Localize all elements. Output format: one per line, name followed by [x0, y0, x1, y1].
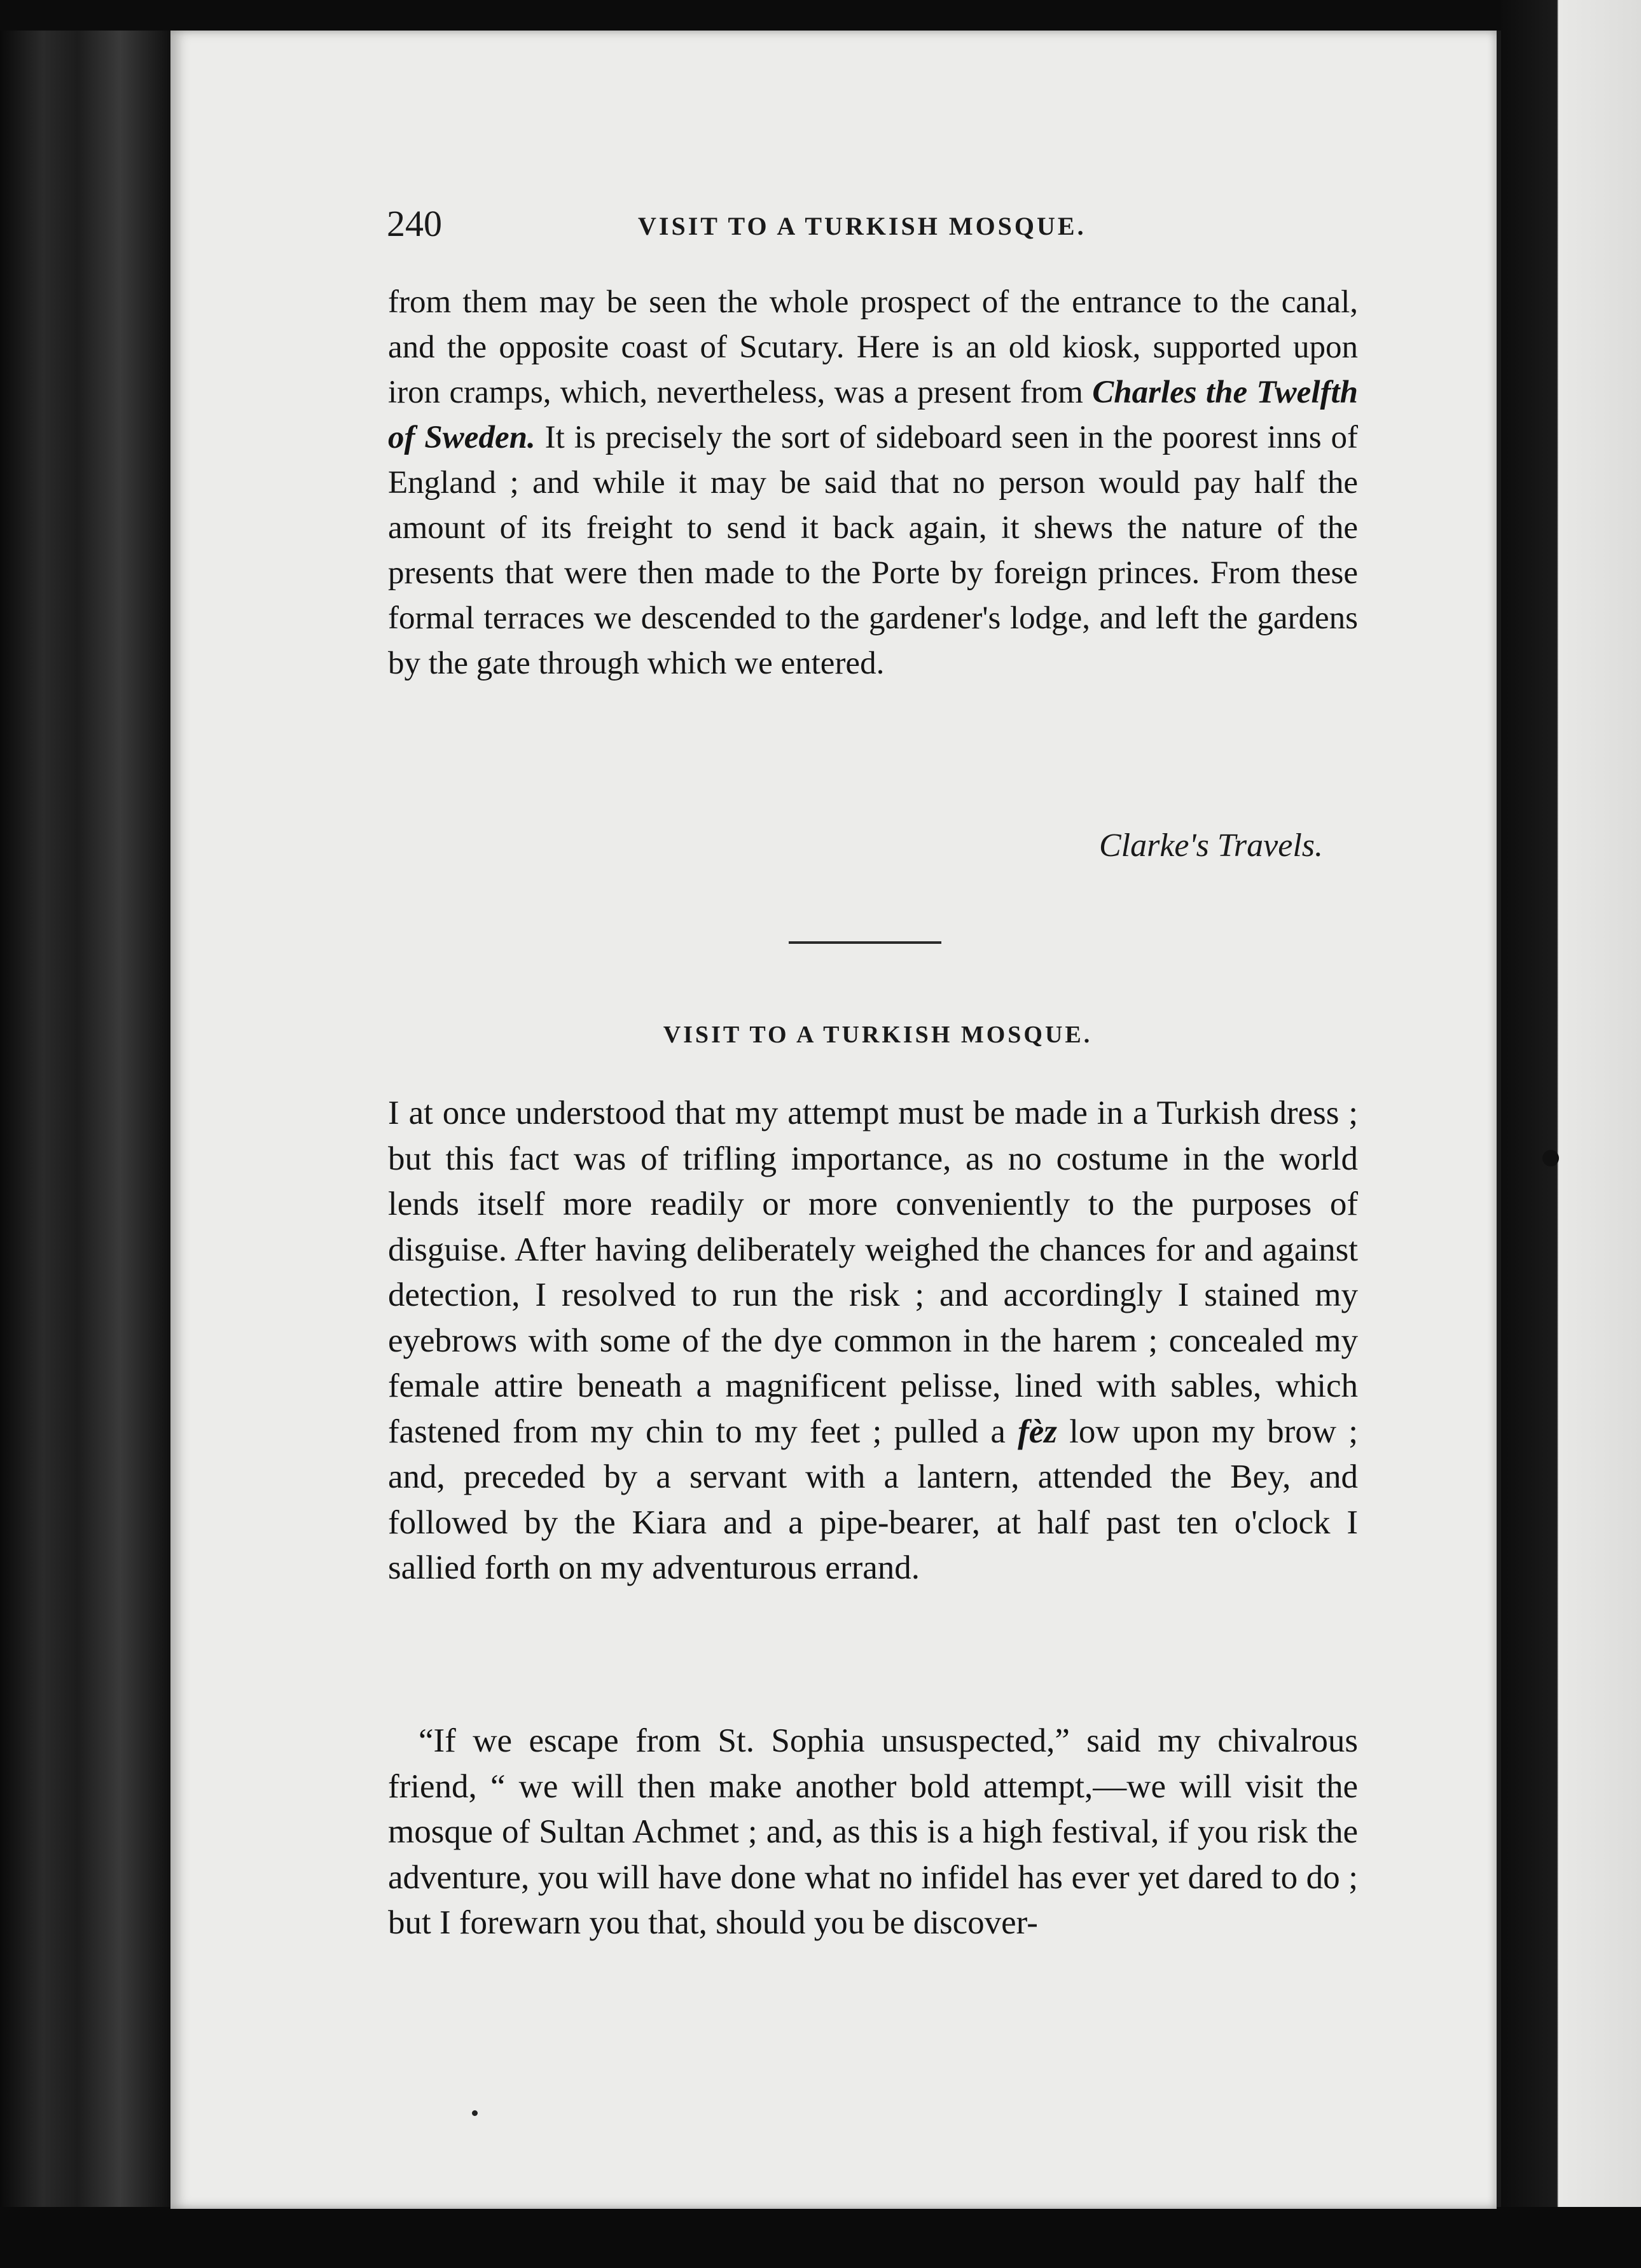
italic-run: fèz: [1018, 1413, 1057, 1450]
running-head-title: VISIT TO A TURKISH MOSQUE.: [638, 212, 1086, 240]
scan-border-top: [0, 0, 1641, 31]
scan-border-bottom: [0, 2207, 1641, 2268]
section-title: VISIT TO A TURKISH MOSQUE.: [663, 1021, 1093, 1048]
attribution: Clarke's Travels.: [1098, 827, 1323, 864]
paragraph-clarke-excerpt: [388, 280, 1358, 686]
paragraph-mosque-1: [388, 1091, 1358, 1591]
text-run: I at once understood that my attempt must be made in a Turkish dress ; but this fact was of trifling importance, as no costume in the world lends itself more readily or more conveniently to the purposes of disguise. After having deliberately weighed the chances for and against detection, I resolved to run the risk ; and accordingly I stained my eyebrows with some of the dye common in the harem ; concealed my female attire beneath a magnificent pelisse, lined with sables, which fastened from my chin to my feet ; pulled a: [388, 1095, 1358, 1450]
italic-run: Charles the Twelfth of Sweden.: [388, 375, 1359, 455]
page-number: 240: [387, 203, 442, 244]
binding-clip-mark: [1542, 1150, 1559, 1166]
text-run: from them may be seen the whole prospect of the entrance to the canal, and the opposite coast of Scutary. Here is an old kiosk, supported upon iron cramps, which, nevertheless, was a present from: [388, 284, 1358, 410]
running-head: [387, 202, 1086, 253]
paragraph-mosque-2: “If we escape from St. Sophia unsuspected,” said my chivalrous friend, “ we will then make another bold attempt,—we will visit the mosque of Sultan Achmet ; and, as this is a high festival, if you risk the adventure, you will have done what no infidel has ever yet dared to do ; but I forewarn you that, should you be discover-: [388, 1722, 1358, 1941]
scan-border-right: [1501, 0, 1641, 2268]
section-divider: [789, 941, 941, 944]
text-run: low upon my brow ; and, preceded by a servant with a lantern, attended the Bey, and followed by the Kiara and a pipe-bearer, at half past ten o'clock I sallied forth on my adventurous errand.: [388, 1413, 1358, 1586]
book-binding-left: [0, 0, 172, 2268]
ink-speck: [472, 2110, 478, 2116]
text-run: It is precisely the sort of sideboard seen in the poorest inns of England ; and while it may be said that no person would pay half the amount of its freight to send it back again, it shews the nature of the presents that were then made to the Porte by foreign princes. From these formal terraces we descended to the gardener's lodge, and left the gardens by the gate through which we entered.: [388, 420, 1359, 681]
